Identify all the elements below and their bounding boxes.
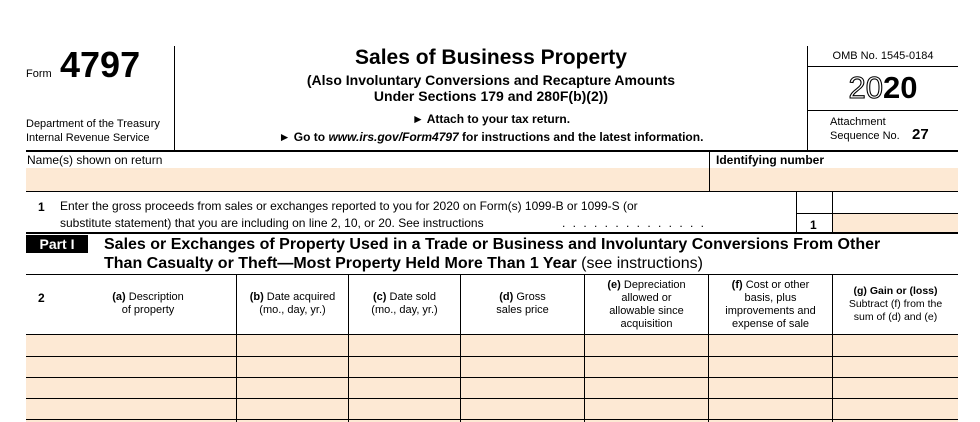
tax-year-outline: 20 — [848, 70, 883, 105]
name-input[interactable] — [26, 168, 709, 191]
table-entry-area[interactable] — [26, 335, 958, 422]
irs-url-link[interactable]: www.irs.gov/Form4797 — [328, 130, 459, 144]
column-g-header: (g) Gain or (loss) Subtract (f) from the sum of (d) and (e) — [848, 285, 943, 323]
goto-instruction — [175, 130, 807, 144]
table-row-rule — [26, 398, 958, 399]
attachment-label: Attachment — [830, 116, 886, 128]
table-row-rule — [26, 419, 958, 420]
column-d-header: (d) Gross sales price — [496, 291, 549, 316]
line1-text-1: Enter the gross proceeds from sales or exchanges reported to you for 2020 on Form(s) 1099-B or 1099-S (or — [60, 199, 638, 213]
part1-top-rule — [26, 232, 958, 234]
id-label: Identifying number — [716, 153, 824, 167]
table-row-rule — [26, 356, 958, 357]
irs-line: Internal Revenue Service — [26, 132, 150, 144]
department-line: Department of the Treasury — [26, 118, 160, 130]
tax-year — [808, 70, 958, 106]
line1-text-2: substitute statement) that you are including on line 2, 10, or 20. See instructions — [60, 216, 484, 230]
form-label: Form — [26, 68, 52, 80]
tax-year-bold: 20 — [883, 70, 918, 105]
header-bottom-rule — [26, 150, 958, 152]
part1-label: Part I — [26, 235, 88, 253]
line1-box-left — [796, 192, 797, 232]
attach-instruction: ► Attach to your tax return. — [411, 112, 571, 126]
line1-dots: . . . . . . . . . . . . . . — [562, 216, 707, 230]
form-subtitle-2: Under Sections 179 and 280F(b)(2)) — [373, 88, 609, 104]
sequence-label: Sequence No. — [830, 130, 900, 142]
form-title: Sales of Business Property — [355, 46, 627, 69]
form-number: 4797 — [60, 44, 141, 85]
column-e-header: (e) Depreciation allowed or allowable since acquisition — [607, 279, 686, 330]
line1-box-number: 1 — [810, 218, 817, 232]
sequence-number: 27 — [912, 126, 929, 143]
part1-title-2-bold: Than Casualty or Theft—Most Property Held More Than 1 Year — [104, 255, 577, 272]
part1-title-2 — [104, 254, 703, 273]
line1-number: 1 — [38, 200, 45, 214]
column-a-header: (a) Description of property — [112, 291, 184, 316]
column-b-header: (b) Date acquired (mo., day, yr.) — [249, 291, 336, 316]
omb-number: OMB No. 1545-0184 — [832, 50, 934, 62]
line2-number: 2 — [38, 291, 45, 305]
line1-entry-top — [797, 213, 958, 214]
name-label: Name(s) shown on return — [27, 153, 163, 167]
part1-title-note: (see instructions) — [581, 255, 703, 272]
column-c-header: (c) Date sold (mo., day, yr.) — [371, 291, 438, 316]
identifying-number-input[interactable] — [710, 168, 958, 191]
name-id-divider — [709, 152, 710, 191]
part1-title-1: Sales or Exchanges of Property Used in a Trade or Business and Involuntary Conversions From Other — [104, 236, 881, 253]
column-f-header: (f) Cost or other basis, plus improvements and expense of sale — [725, 279, 816, 330]
form-subtitle-1: (Also Involuntary Conversions and Recapture Amounts — [306, 72, 676, 88]
year-divider — [808, 110, 958, 111]
table-row-rule — [26, 377, 958, 378]
goto-suffix: for instructions and the latest information. — [458, 130, 704, 144]
omb-divider — [808, 66, 958, 67]
name-row-rule — [26, 191, 958, 192]
part1-bottom-rule — [26, 274, 958, 275]
line1-gross-proceeds-input[interactable] — [833, 214, 958, 232]
goto-prefix: ► Go to — [278, 130, 329, 144]
